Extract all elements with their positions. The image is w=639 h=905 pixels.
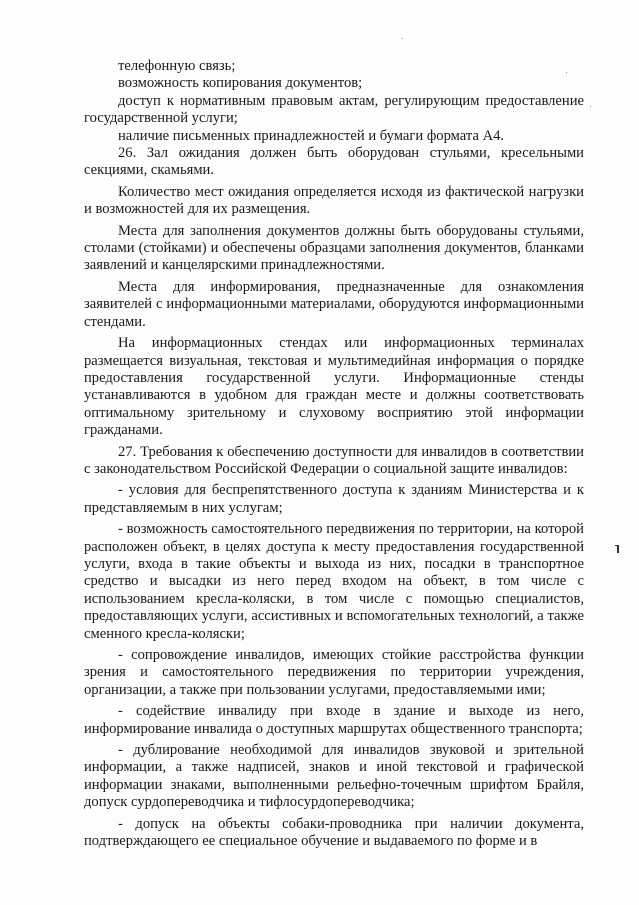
margin-mark — [617, 545, 619, 553]
list-item: - содействие инвалиду при входе в здание и выходе из него, информирование инвалида о доступных маршрутах общественного транспорта; — [84, 703, 584, 737]
paragraph: Места для заполнения документов должны быть оборудованы стульями, столами (стойками) и обеспечены образцами заполнения документов, бланками заявлений и канцелярскими принадлежностями. — [84, 222, 584, 274]
document-body — [84, 58, 584, 850]
list-item: - возможность самостоятельного передвижения по территории, на которой расположен объект, в целях доступа к месту предоставления государственной услуги, входа в такие объекты и выхода из них, посадки в транспортное средство и высадки из него перед входом на объект, в том числе с использованием кресла-коляски, в том числе с помощью специалистов, предоставляющих услуги, ассистивных и вспомогательных технологий, а также сменного кресла-коляски; — [84, 521, 584, 642]
paragraph: наличие письменных принадлежностей и бумаги формата А4. — [118, 127, 505, 144]
paragraph: На информационных стендах или информационных терминалах размещается визуальная, текстовая и мультимедийная информация о порядке предоставления государственной услуги. Информационные стенды устанавливаются в удобном для граждан месте и должны соответствовать оптимальному зрительному и слуховому восприятию этой информации гражданами. — [84, 335, 584, 439]
paragraph: Места для информирования, предназначенные для ознакомления заявителей с информационными материалами, оборудуются информационными стендами. — [84, 278, 584, 330]
list-item: - допуск на объекты собаки-проводника при наличии документа, подтверждающего ее специальное обучение и выдаваемого по форме и в — [84, 815, 584, 850]
paragraph: телефонную связь; — [118, 58, 236, 74]
list-item: - дублирование необходимой для инвалидов звуковой и зрительной информации, а также надписей, знаков и иной текстовой и графической информации знаками, выполненными рельефно-точечным шрифтом Брайля, допуск сурдопереводчика и тифлосурдопереводчика; — [84, 742, 584, 811]
list-item: - условия для беспрепятственного доступа к зданиям Министерства и к представляемым в них услугам; — [84, 482, 584, 516]
scan-speck — [590, 106, 591, 107]
paragraph: 26. Зал ожидания должен быть оборудован стульями, кресельными секциями, скамьями. — [84, 145, 584, 179]
scan-speck — [402, 38, 403, 39]
list-item: - сопровождение инвалидов, имеющих стойкие расстройства функции зрения и самостоятельного передвижения по территории учреждения, организации, а также при пользовании услугами, предоставляемыми ими; — [84, 647, 584, 698]
paragraph: возможность копирования документов; — [118, 75, 363, 92]
paragraph: Количество мест ожидания определяется исходя из фактической нагрузки и возможностей для их размещения. — [84, 183, 584, 218]
paragraph: 27. Требования к обеспечению доступности для инвалидов в соответствии с законодательством Российской Федерации о социальной защите инвалидов: — [84, 443, 584, 477]
scan-speck — [566, 72, 567, 73]
paragraph: доступ к нормативным правовым актам, регулирующим предоставление государственной услуги; — [84, 92, 584, 127]
